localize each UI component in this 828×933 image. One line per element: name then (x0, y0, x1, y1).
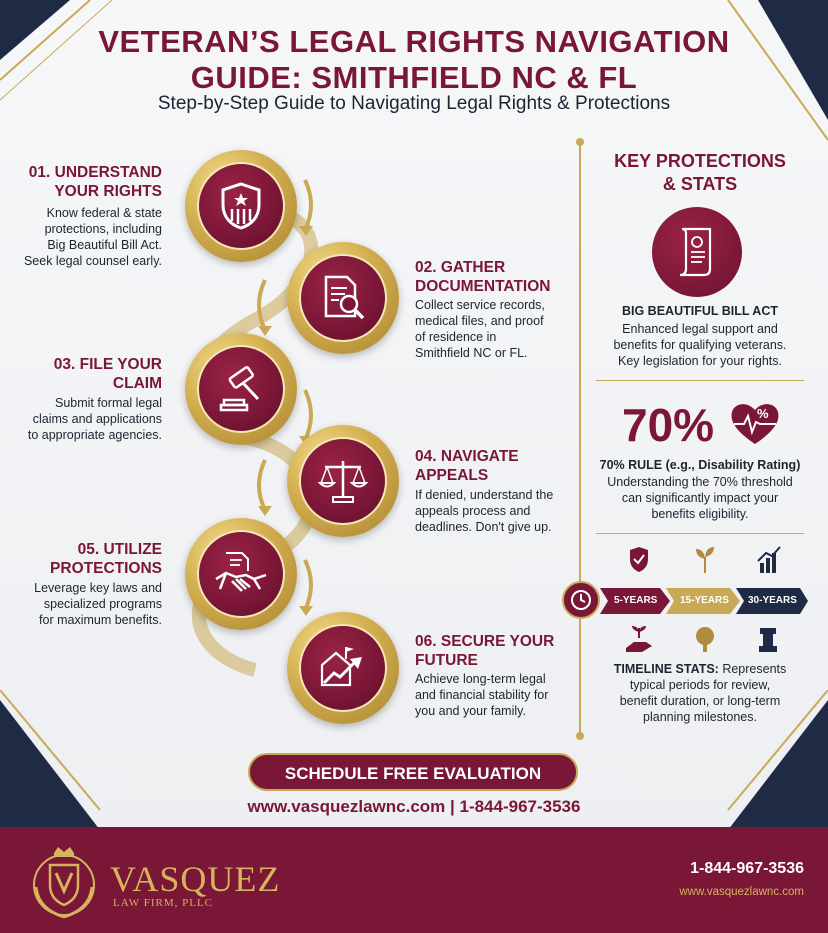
timeline-clock-badge (562, 581, 600, 619)
timeline-description (590, 661, 810, 725)
column-divider (579, 142, 581, 738)
timeline-desc-line: Represents (718, 662, 787, 676)
bill-desc-line: Key legislation for your rights. (618, 354, 782, 368)
step-6-desc-line: you and your family. (415, 704, 526, 718)
growth-chart-icon (316, 643, 370, 693)
step-1-title (10, 163, 162, 201)
timeline-label-30-years: 30-YEARS (748, 595, 797, 606)
timeline-desc-line: typical periods for review, (629, 678, 771, 692)
step-6-title-line-1: 06. SECURE YOUR (415, 633, 555, 650)
step-6-title-line-2: FUTURE (415, 652, 478, 669)
tree-icon (696, 627, 714, 652)
step-5-title-line-2: PROTECTIONS (50, 560, 162, 577)
stat-desc-line: Understanding the 70% threshold (607, 475, 793, 489)
title-line-1: VETERAN’S LEGAL RIGHTS NAVIGATION (98, 24, 730, 59)
timeline-desc-line: planning milestones. (643, 710, 757, 724)
document-search-icon (317, 272, 369, 324)
bar-growth-icon (758, 547, 780, 573)
step-2-description (415, 297, 575, 361)
divider-ornament (574, 730, 586, 742)
step-1-desc-line: Big Beautiful Bill Act. (47, 238, 162, 252)
hand-plant-icon (626, 626, 652, 652)
bill-description (590, 321, 810, 369)
timeline-bottom-icons (620, 624, 790, 656)
step-4-desc-line: If denied, understand the (415, 488, 554, 502)
step-5-badge (185, 518, 297, 630)
scroll-document-icon (672, 225, 722, 279)
brand-subtitle: LAW FIRM, PLLC (113, 897, 214, 909)
step-5-description (10, 580, 162, 628)
step-5-desc-line: for maximum benefits. (39, 613, 162, 627)
step-2-title-line-1: 02. GATHER (415, 259, 506, 276)
step-1-desc-line: Seek legal counsel early. (23, 254, 162, 268)
key-protections-title-line-2: & STATS (662, 174, 738, 194)
step-3-title (10, 355, 162, 393)
contact-line[interactable]: www.vasquezlawnc.com | 1-844-967-3536 (247, 797, 581, 816)
bill-icon-badge (652, 207, 742, 297)
heart-stat-badge-text: % (757, 406, 769, 421)
step-5-desc-line: Leverage key laws and (34, 581, 162, 595)
title-line-2: GUIDE: SMITHFIELD NC & FL (190, 60, 638, 95)
step-4-title-line-1: 04. NAVIGATE (415, 448, 519, 465)
clock-icon (570, 589, 592, 611)
stat-desc-line: benefits eligibility. (651, 507, 749, 521)
bill-desc-line: benefits for qualifying veterans. (613, 338, 787, 352)
page-title (0, 24, 828, 96)
stat-desc-line: can significantly impact your (621, 491, 779, 505)
chess-rook-icon (759, 628, 777, 652)
timeline-stats-label: TIMELINE STATS: (613, 662, 719, 676)
step-4-desc-line: deadlines. Don't give up. (415, 520, 552, 534)
step-3-title-line-1: 03. FILE YOUR (53, 356, 162, 373)
bill-desc-line: Enhanced legal support and (622, 322, 778, 336)
timeline-top-icons (620, 543, 790, 579)
page-subtitle: Step-by-Step Guide to Navigating Legal Rights & Protections (157, 93, 671, 114)
timeline-desc-line: benefit duration, or long-term (619, 694, 781, 708)
step-3-desc-line: claims and applications (32, 412, 162, 426)
law-firm-crest-logo (24, 843, 104, 923)
heart-stat-icon (728, 400, 782, 448)
step-6-description (415, 671, 580, 719)
divider-ornament (574, 136, 586, 148)
step-5-desc-line: specialized programs (43, 597, 162, 611)
shield-icon (218, 181, 264, 231)
step-2-desc-line: Collect service records, (415, 298, 545, 312)
step-4-title-line-2: APPEALS (415, 467, 489, 484)
step-2-desc-line: medical files, and proof (415, 314, 544, 328)
stat-description (590, 474, 810, 522)
timeline-desc-first-line (590, 661, 810, 677)
step-5-title-line-1: 05. UTILIZE (77, 541, 162, 558)
step-3-description (10, 395, 162, 443)
stat-70-percent: 70% (622, 399, 715, 451)
step-3-desc-line: to appropriate agencies. (27, 428, 162, 442)
step-1-title-line-2: YOUR RIGHTS (54, 183, 162, 200)
step-2-desc-line: of residence in (415, 330, 497, 344)
footer-phone[interactable]: 1-844-967-3536 (690, 860, 804, 877)
step-6-title (415, 632, 580, 670)
step-2-title-line-2: DOCUMENTATION (415, 278, 551, 295)
stat-label: 70% RULE (e.g., Disability Rating) (599, 458, 801, 472)
step-2-badge (287, 242, 399, 354)
step-2-desc-line: Smithfield NC or FL. (415, 346, 528, 360)
sprout-icon (696, 547, 714, 573)
step-3-badge (185, 333, 297, 445)
step-6-desc-line: Achieve long-term legal (415, 672, 546, 686)
step-1-desc-line: Know federal & state (46, 206, 162, 220)
key-protections-title-line-1: KEY PROTECTIONS (614, 151, 786, 171)
key-protections-title (590, 150, 810, 196)
step-6-desc-line: and financial stability for (415, 688, 549, 702)
step-5-title (10, 540, 162, 578)
handshake-icon (214, 549, 268, 599)
scales-icon (317, 455, 369, 507)
section-divider (596, 533, 804, 534)
step-1-description (10, 205, 162, 269)
step-1-desc-line: protections, including (44, 222, 162, 236)
brand-name: VASQUEZ (110, 859, 281, 899)
step-3-title-line-2: CLAIM (112, 375, 162, 392)
timeline-label-15-years: 15-YEARS (680, 595, 729, 606)
timeline-label-5-years: 5-YEARS (614, 595, 658, 606)
schedule-evaluation-button[interactable]: SCHEDULE FREE EVALUATION (248, 753, 578, 791)
bill-label: BIG BEAUTIFUL BILL ACT (621, 304, 778, 318)
step-4-desc-line: appeals process and (415, 504, 531, 518)
footer-url[interactable]: www.vasquezlawnc.com (679, 886, 804, 898)
step-4-badge (287, 425, 399, 537)
step-3-desc-line: Submit formal legal (55, 396, 162, 410)
step-1-title-line-1: 01. UNDERSTAND (28, 164, 162, 181)
shield-check-icon (630, 547, 648, 572)
step-1-badge (185, 150, 297, 262)
step-6-badge (287, 612, 399, 724)
step-2-title (415, 258, 575, 296)
step-4-description (415, 487, 575, 535)
gavel-icon (216, 364, 266, 414)
section-divider (596, 380, 804, 381)
step-4-title (415, 447, 575, 485)
